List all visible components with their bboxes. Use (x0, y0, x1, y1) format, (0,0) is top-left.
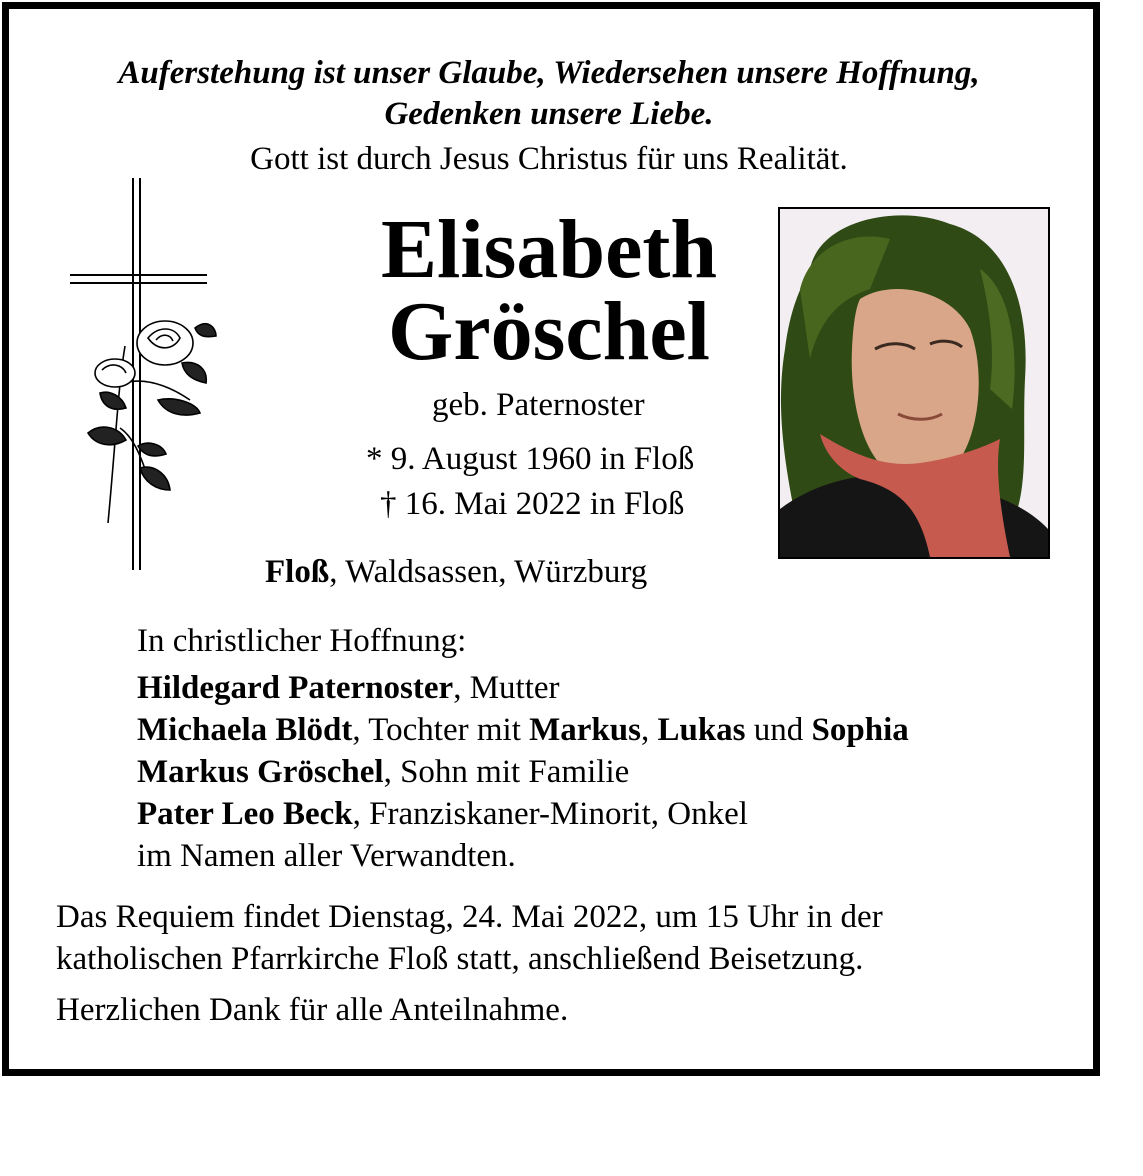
mourner-3-relation: , Sohn mit Familie (383, 754, 630, 790)
mourner-2 (137, 710, 909, 751)
maiden-name: geb. Paternoster (432, 387, 645, 423)
service-line-1: Das Requiem findet Dienstag, 24. Mai 2022, um 15 Uhr in der (56, 899, 883, 935)
mourner-2-child-2: Lukas (657, 712, 746, 748)
place-primary: Floß (265, 554, 330, 590)
mourner-2-name: Michaela Blödt (137, 712, 353, 748)
faith-line: Gott ist durch Jesus Christus für uns Realität. (250, 141, 848, 177)
mourner-4-relation: , Franziskaner-Minorit, Onkel (352, 796, 748, 832)
portrait-image (780, 209, 1048, 557)
thanks-line: Herzlichen Dank für alle Anteilnahme. (56, 992, 569, 1028)
mourners-intro: In christlicher Hoffnung: (137, 623, 467, 659)
mourner-4-name: Pater Leo Beck (137, 796, 353, 832)
death-date: † 16. Mai 2022 in Floß (380, 486, 685, 522)
service-line-2: katholischen Pfarrkirche Floß statt, anschließend Beisetzung. (56, 941, 864, 977)
mourner-2-child-1: Markus (529, 712, 641, 748)
place-others: , Waldsassen, Würzburg (329, 554, 648, 590)
last-name-text: Gröschel (388, 285, 710, 378)
mourner-2-child-3: Sophia (811, 712, 909, 748)
motto-line-2: Gedenken unsere Liebe. (384, 96, 714, 132)
motto-line-1: Auferstehung ist unser Glaube, Wiedersehen unsere Hoffnung, (118, 55, 980, 91)
mourner-1-name: Hildegard Paternoster (137, 670, 454, 706)
mourner-3-name: Markus Gröschel (137, 754, 384, 790)
mourner-1 (137, 668, 560, 709)
mourner-3 (137, 752, 629, 793)
mourner-2-separator: , (640, 712, 658, 748)
mourner-2-relation: , Tochter mit (352, 712, 530, 748)
mourner-2-and: und (745, 712, 812, 748)
mourner-1-relation: , Mutter (453, 670, 560, 706)
portrait-photo (778, 207, 1050, 559)
first-name-text: Elisabeth (380, 203, 718, 296)
mourners-closing: im Namen aller Verwandten. (137, 838, 516, 874)
birth-date: * 9. August 1960 in Floß (366, 441, 695, 477)
places (265, 552, 647, 593)
mourner-4 (137, 794, 748, 835)
